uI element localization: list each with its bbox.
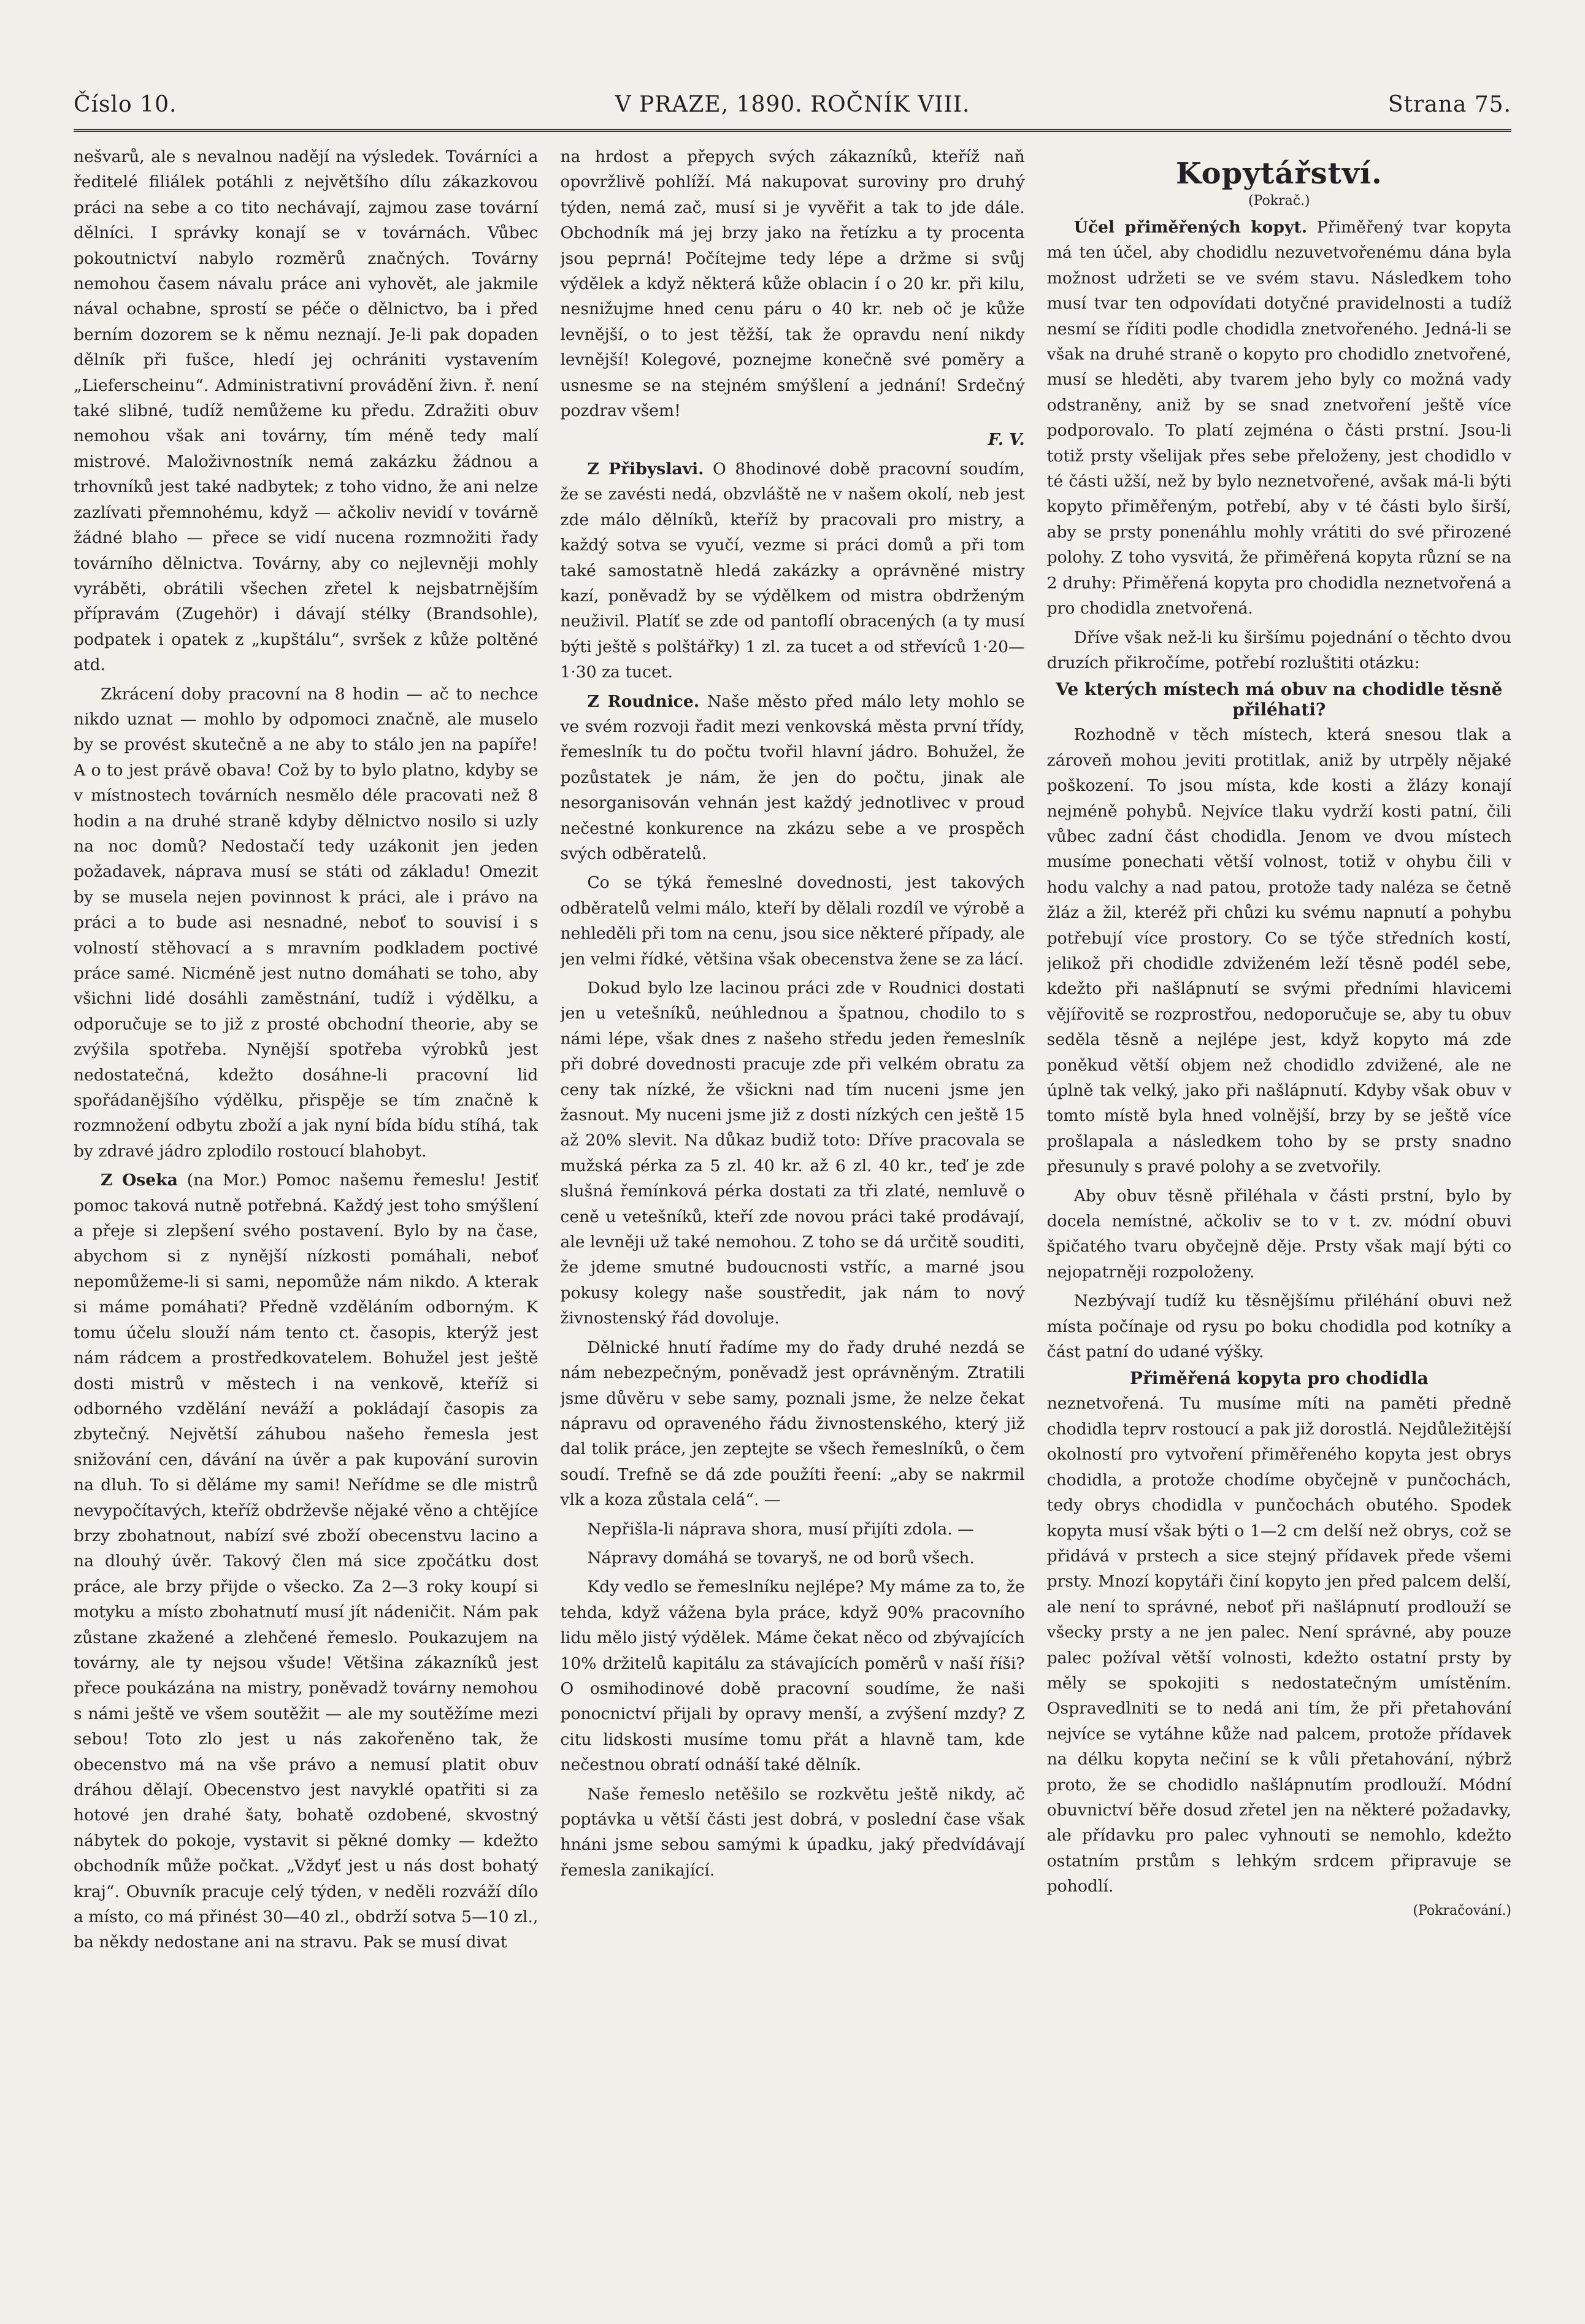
paragraph-lead: Účel přiměřených kopyt. (1073, 218, 1307, 237)
paragraph (560, 456, 1024, 685)
paragraph: na hrdost a přepych svých zákazníků, kteříž naň opovržlivě pohlíží. Má nakupovat suroviny pro druhý týden, nemá zač, musí si je vyvěřit a tak to jde dále. Obchodník má jej brzy jako na řetízku a ty procenta jsou peprná! Počítejme tedy lépe a držme si svůj výdělek a když některá kůže oblacin í o 20 kr. při kilu, nesnižujme hned cenu páru o 40 kr. neb oč je kůže levnější, o to jest těžší, tak že opravdu není nikdy levnější! Kolegové, poznejme konečně své poměry a usnesme se na stejném smýšlení a jednání! Srdečný pozdrav všem! (560, 147, 1025, 421)
column-right (1047, 144, 1511, 2250)
place-date-volume: V PRAZE, 1890. ROČNÍK VIII. (615, 92, 970, 117)
paragraph-text: O 8hodinové době pracovní soudím, že se zavésti nedá, obzvláště ne v našem okolí, neb jest zde málo dělníků, kteříž by pracovali pro mistry, a každý sotva se vyučí, vezme si práci domů a při tom také samostatně hledá zakázky a oprávněné mistry kazí, poněvadž by se výdělkem od mistra obdrženým neuživil. Platíť se zde od pantoflí obracených (a ty musí býti ještě s polštářky) 1 zl. za tucet a od střevíců 1·20—1·30 za tucet. (560, 459, 1025, 682)
continued-note: (Pokrač.) (1248, 193, 1310, 209)
paragraph: Zkrácení doby pracovní na 8 hodin — ač to nechce nikdo uznat — mohlo by odpomoci značně, ale muselo by se provést skutečně a ne aby to stálo jen na papíře! A o to jest právě obava! Což by to bylo platno, kdyby se v místnostech továrních nesmělo déle pracovati než 8 hodin a na druhé straně kdyby dělnictvo nosilo si uzly na noc domů? Nedostačí tedy uzákonit jen jeden požadavek, náprava musí se státi od základu! Omezit by se musela nejen povinnost k práci, ale i právo na práci a to bude asi nesnadné, neboť to souvisí i s volností stěhovací a s mravním podkladem poctivé práce samé. Nicméně jest nutno domáhati se toho, aby všichni lidé dosáhli zaměstnání, tudíž i výdělku, a odporučuje se to již z prosté obchodní theorie, aby se zvýšila spotřeba. Nynější spotřeba výrobků jest nedostatečná, kdežto dosáhne-li pracovní lid spořádanějšího výdělku, přispěje se tím značně k rozmnožení odbytu zboží a jak nyní bída bídu stíhá, tak by zdravé jádro zplodilo rostoucí blahobyt. (74, 684, 539, 1161)
locality-heading: Z Roudnice. (587, 691, 700, 711)
paragraph-text: Přiměřený tvar kopyta má ten účel, aby chodidlu nezuvetvořenému dána byla možnost udržeti se ve svém stavu. Následkem toho musí tvar ten odpovídati dotyčné pravidelnosti a tudíž nesmí se říditi podle chodidla znetvořeného. Jedná-li se však na druhé straně o kopyto pro chodidlo znetvořené, musí se hleděti, aby tvarem jeho byly co možná vady odstraněny, aniž by se snad znetvoření ještě více podporovalo. To platí zejména o části prstní. Jsou-li totiž prsty všelijak přes sebe přeloženy, jest chodidlo v té části užší, než by bylo neznetvořené, avšak má-li býti kopyto přiměřeným, potřebí, aby v té části bylo širší, aby se prsty ponenáhlu mohly vrátiti do své přirozené polohy. Z toho vysvitá, že přiměřená kopyta různí se na 2 druhy: Přiměřená kopyta pro chodidla neznetvořená a pro chodidla znetvořená. (1046, 218, 1511, 618)
column-left (74, 144, 538, 2250)
paragraph (74, 1168, 538, 1955)
paragraph: Dříve však než-li ku širšímu pojednání o těchto dvou druzích přikročíme, potřebí rozluštiti otázku: (1046, 628, 1511, 672)
header-rule (74, 129, 1511, 132)
paragraph: neznetvořená. Tu musíme míti na paměti předně chodidla teprv rostoucí a pak již dorostlá. Nejdůležitější okolností pro vytvoření přiměřeného kopyta jest obrys chodidla, a protože chodíme obyčejně v punčochách, tedy obrys chodidla v punčochách obutého. Spodek kopyta musí však býti o 1—2 cm delší než obrys, což se přidává v prstech a sice stejný přídavek přede všemi prsty. Mnozí kopytáři činí kopyto jen před palcem delší, ale není to správné, neboť při našlápnutí prodlouží se všecky prsty a ne jen palec. Není správné, aby pouze palec požíval větší volnosti, kdežto ostatní prsty by měly se spokojiti s nedostatečným umístěním. Ospravedlniti se to nedá ani tím, že při přetahování nejvíce se vytáhne kůže nad palcem, protože přídavek na délku kopyta nečiní se k vůli přetahování, nýbrž proto, že se chodidlo našlápnutím prodlouží. Módní obuvnictví běře dosud zřetel jen na některé požadavky, ale přídavku pro palec vyhnouti se nemohlo, kdežto ostatním prstům s lehkým srdcem připravuje se pohodlí. (1046, 1394, 1511, 1896)
issue-number: Číslo 10. (74, 92, 177, 117)
subheading: Přiměřená kopyta pro chodidla (1129, 1368, 1429, 1389)
locality-heading: Z Oseka (101, 1171, 178, 1190)
paragraph: Nepřišla-li náprava shora, musí přijíti zdola. — (587, 1519, 974, 1539)
locality-heading: Z Přibyslavi. (587, 459, 704, 479)
paragraph-text: Naše město před málo lety mohlo se ve svém rozvoji řadit mezi venkovská města první třídy, řemeslník tu do počtu tvořil hlavní jádro. Bohužel, že pozůstatek je nám, že jen do počtu, jinak ale nesorganisován vehnán jest každý jednotlivec v proud nečestné konkurence na zkázu sebe a ve prospěch svých odběratelů. (560, 691, 1025, 863)
paragraph: Nápravy domáhá se tovaryš, ne od borů všech. (587, 1548, 975, 1568)
section-title: Kopytářství. (1175, 156, 1383, 191)
paragraph: Co se týká řemeslné dovednosti, jest takových odběratelů velmi málo, kteří by dělali rozdíl ve výrobě a nehleděli při tom na cenu, jsou sice některé případy, ale jen velmi řídké, většina však obecenstva žene se za lácí. (560, 873, 1025, 969)
signature: F. V. (988, 430, 1025, 450)
paragraph: Aby obuv těsně přiléhala v části prstní, bylo by docela nemístné, ačkoliv se to v t. zv. módní obuvi špičatého tvaru obyčejně děje. Prsty však mají býti co nejopatrněji rozpoloženy. (1046, 1186, 1511, 1282)
paragraph (1047, 215, 1511, 621)
text-columns (74, 144, 1511, 2250)
paragraph: Rozhodně v těch místech, která snesou tlak a zároveň mohou jeviti protitlak, aniž by utrpěly nějaké poškození. To jsou místa, kde kosti a žlázy konají nejméně pohybů. Nejvíce tlaku vydrží kosti patní, čili vůbec zadní část chodidla. Jenom ve dvou místech musíme ponechati větší volnost, totiž v ohybu čili v hodu valchy a nad patou, protože tady naléza se četně žláz a žil, kteréž při chůzi ku svému napnutí a pohybu potřebují více prostory. Co se týče středních kostí, jelikož při chodidle zdviženém leží těsně podél sebe, kdežto při našlápnutí se svými předními hlavicemi vějířovitě se rozprostřou, nedoporučuje se, aby tu obuv seděla těsně a nejlépe jest, když kopyto má zde poněkud větší objem než chodidlo zdvižené, ale ne úplně tak velký, jako při našlápnutí. Kdyby však obuv v tomto místě byla hned volnější, brzy by se ještě více prošlapala a následkem toho by se prsty snadno přesunuly s pravé polohy a se zvetvořily. (1046, 725, 1511, 1177)
paragraph: Dokud bylo lze lacinou práci zde v Roudnici dostati jen u vetešníků, neúhlednou a špatnou, chodilo to s námi lépe, však dnes z našeho středu jeden řemeslník při dobré dovednosti pracuje zde při velkém obratu za ceny tak nízké, že všickni nad tím nuceni jsme jen žasnout. My nuceni jsme již z dosti nízkých cen ještě 15 až 20% slevit. Na důkaz budiž toto: Dříve pracovala se mužská pérka za 5 zl. 40 kr. až 6 zl. 40 kr., teď je zde slušná řemínková pérka dostati za tři zlaté, nemluvě o ceně u vetešníků, kteří zde novou práci také prodávají, ale levněji už také nemohou. Z toho se dá určitě souditi, že jdeme smutné budoucnosti vstříc, a marné jsou pokusy kolegy naše soustředit, jak nám to nový živnostenský řád dovoluje. (560, 979, 1025, 1328)
paragraph: nešvarů, ale s nevalnou nadějí na výsledek. Továrníci a ředitelé filiálek potáhli z největšího dílu zákazkovou práci na sebe a co tito nechávají, zajmou zase tovární dělníci. I správky konají se v továrnách. Vůbec pokoutnictví nabylo rozměrů značných. Továrny nemohou časem návalu práce ani vyhovět, ale jakmile nával ochabne, sprostí se péče o dělnictvo, ba i před berním dozorem se k němu neznají. Je-li pak dopaden dělník při fušce, hledí jej ochrániti vystavením „Lieferscheinu“. Administrativní provádění živn. ř. není také slibné, tudíž nemůžeme ku předu. Zdražiti obuv nemohou však ani továrny, tím méně tedy malí mistrové. Maloživnostník nemá zakázku žádnou a trhovníků jest také nadbytek; z toho vidno, že ani nelze zazlívati přemnohému, když — ačkoliv nevidí v továrně žádné blaho — přece se vidí nucena rozmnožiti řady továrního dělnictva. Továrny, aby co nejlevněji mohly vyráběti, obrátili všechen zřetel k nejsbatrnějším přípravám (Zugehör) i dávají stélky (Brandsohle), podpatek i opatek z „kupštálu“, svršek z kůže poltěné atd. (74, 147, 539, 675)
paragraph: Kdy vedlo se řemeslníku nejlépe? My máme za to, že tehda, když vážena byla práce, když 90% pracovního lidu mělo jistý výdělek. Máme čekat něco od zbývajících 10% držitelů kapitálu za stávajících poměrů v naší říši? O osmihodinové době pracovní soudíme, že naši ponocnictví přijali by opravy menší, a zvýšení mzdy? Z citu lidskosti musíme tomu přát a hlavně tam, kde nečestnou obratí odnáší také dělník. (560, 1577, 1025, 1775)
paragraph-text: (na Mor.) Pomoc našemu řemeslu! Jestiť pomoc taková nutně potřebná. Každý jest toho smýšlení a přeje si zlepšení svého postavení. Bylo by na čase, abychom si z nynější nízkosti pomáhali, neboť nepomůžeme-li si sami, nepomůže nám nikdo. A kterak si máme pomáhati? Předně vzděláním odborným. K tomu účelu slouží nám tento ct. časopis, kterýž jest nám rádcem a prostředkovatelem. Bohužel jest ještě dosti mistrů v městech i na venkově, kteříž si odborného vzdělání neváží a pokládají časopis za zbytečný. Největší záhubou našeho řemesla jest snižování cen, dávání na úvěr a pak kupování surovin na dluh. To si děláme my sami! Neřídme se dle mistrů nevypočítavých, kteříž obdrževše nějaké věno a chtějíce brzy zbohatnout, nabízí své zboží obecenstvu lacino a na dlouhý úvěr. Takový člen má sice zpočátku dost práce, ale brzy přijde o všecko. Za 2—3 roky koupí si motyku a místo zbohatnutí musí jít nádeničit. Nám pak zůstane zkažené a zlehčené řemeslo. Poukazujem na továrny, ale ty nejsou všude! Většina zákazníků jest přece poukázána na mistry, poněvadž továrny nemohou s námi ještě ve všem soutěžit — ale my soutěžíme mezi sebou! Toto zlo jest u nás zakořeněno tak, že obecenstvo má na vše právo a nemusí platit obuv dráhou dělají. Obecenstvo jest navyklé opatřiti si za hotové jen drahé šaty, bohatě ozdobené, skvostný nábytek do pokoje, vystavit si pěkné domky — kdežto obchodník může počkat. „Vždyť jest u nás dost bohatý kraj“. Obuvník pracuje celý týden, v neděli rozváží dílo a místo, co má přinést 30—40 zl., obdrží sotva 5—10 zl., ba někdy nedostane ani na stravu. Pak se musí divat (74, 1171, 539, 1952)
paragraph (560, 689, 1024, 867)
column-middle (560, 144, 1024, 2250)
subheading: Ve kterých místech má obuv na chodidle těsně přiléhati? (1056, 679, 1503, 720)
to-be-continued-note: (Pokračování.) (1413, 1903, 1511, 1918)
page-number: Strana 75. (1387, 92, 1511, 117)
paragraph: Nezbývají tudíž ku těsnějšímu přiléhání obuvi než místa počínaje od rysu po boku chodidla pod kotníky a část patní do udané výšky. (1046, 1291, 1511, 1362)
page-header (74, 92, 1511, 123)
paragraph: Naše řemeslo netěšilo se rozkvětu ještě nikdy, ač poptávka u větší části jest dobrá, v poslední čase však hnáni jsme sebou samými k úpadku, jaký předvídávají řemesla zanikající. (560, 1784, 1025, 1880)
paragraph: Dělnické hnutí řadíme my do řady druhé nezdá se nám nebezpečným, poněvadž jest oprávněným. Ztratili jsme důvěru v sebe samy, poznali jsme, že nelze čekat nápravu od opraveného řádu živnostenského, který již dal tolik práce, jen zeptejte se všech řemeslníků, o čem soudí. Trefně se dá zde použíti řeení: „aby se nakrmil vlk a koza zůstala celá“. — (560, 1337, 1025, 1510)
